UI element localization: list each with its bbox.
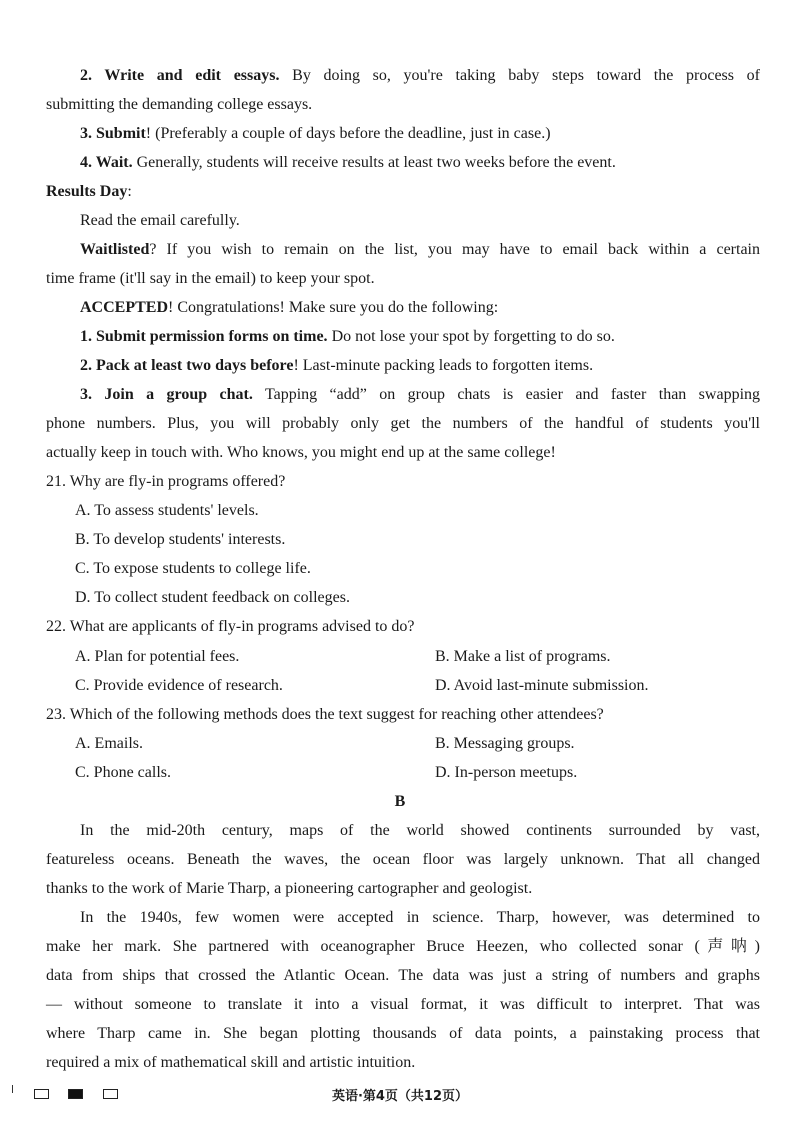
passage-b-line: In the mid-20th century, maps of the world showed continents surrounded by vast, — [80, 822, 760, 839]
tip-line: actually keep in touch with. Who knows, you might end up at the same college! — [46, 444, 556, 461]
question-23-option-d[interactable]: D. In-person meetups. — [435, 764, 578, 781]
accepted-line: ACCEPTED! Congratulations! Make sure you do the following: — [80, 299, 499, 316]
results-day-heading: Results Day: — [46, 183, 132, 200]
question-21-stem: 21. Why are fly-in programs offered? — [46, 473, 286, 490]
page-number-label: 英语·第4页（共12页） — [331, 1089, 469, 1104]
question-22-option-a[interactable]: A. Plan for potential fees. — [75, 648, 240, 665]
question-22-stem: 22. What are applicants of fly-in programs advised to do? — [46, 618, 415, 635]
question-22-option-c[interactable]: C. Provide evidence of research. — [75, 677, 283, 694]
page-footer — [0, 1083, 800, 1103]
question-21-option-c[interactable]: C. To expose students to college life. — [75, 560, 311, 577]
waitlisted-line: Waitlisted? If you wish to remain on the list, you may have to email back within a certain — [80, 241, 760, 258]
passage-b-line: thanks to the work of Marie Tharp, a pioneering cartographer and geologist. — [46, 880, 533, 897]
tip-line-submit: 3. Submit! (Preferably a couple of days before the deadline, just in case.) — [80, 125, 551, 142]
question-22-option-d[interactable]: D. Avoid last-minute submission. — [435, 677, 649, 694]
accepted-step-2: 2. Pack at least two days before! Last-minute packing leads to forgotten items. — [80, 357, 594, 374]
tip-line-wait: 4. Wait. Generally, students will receive results at least two weeks before the event. — [80, 154, 616, 171]
question-21-option-b[interactable]: B. To develop students' interests. — [75, 531, 286, 548]
tip-line: time frame (it'll say in the email) to keep your spot. — [46, 270, 375, 287]
accepted-step-3: 3. Join a group chat. Tapping “add” on group chats is easier and faster than swapping — [80, 386, 761, 403]
passage-b-line: In the 1940s, few women were accepted in science. Tharp, however, was determined to — [80, 909, 760, 926]
accepted-step-1: 1. Submit permission forms on time. Do not lose your spot by forgetting to do so. — [80, 328, 615, 345]
question-23-option-a[interactable]: A. Emails. — [75, 735, 143, 752]
passage-b-line: where Tharp came in. She began plotting thousands of data points, a painstaking process that — [46, 1025, 760, 1042]
tip-line: Read the email carefully. — [80, 212, 240, 229]
question-22-option-b[interactable]: B. Make a list of programs. — [435, 648, 611, 665]
tip-line: phone numbers. Plus, you will probably only get the numbers of the handful of students you'll — [46, 415, 760, 432]
question-23-stem: 23. Which of the following methods does the text suggest for reaching other attendees? — [46, 706, 604, 723]
question-23-option-b[interactable]: B. Messaging groups. — [435, 735, 575, 752]
tip-line-write-essays: 2. Write and edit essays. By doing so, you're taking baby steps toward the process of — [80, 67, 761, 84]
section-b-heading: B — [394, 793, 406, 810]
question-23-option-c[interactable]: C. Phone calls. — [75, 764, 171, 781]
passage-b-line: data from ships that crossed the Atlantic Ocean. The data was just a string of numbers and graphs — [46, 967, 760, 984]
tip-line: submitting the demanding college essays. — [46, 96, 313, 113]
passage-b-line: required a mix of mathematical skill and artistic intuition. — [46, 1054, 416, 1071]
passage-b-line: featureless oceans. Beneath the waves, the ocean floor was largely unknown. That all changed — [46, 851, 760, 868]
question-21-option-d[interactable]: D. To collect student feedback on colleges. — [75, 589, 350, 606]
passage-b-line: — without someone to translate it into a visual format, it was difficult to interpret. That was — [46, 996, 760, 1013]
passage-b-line: make her mark. She partnered with oceanographer Bruce Heezen, who collected sonar (声呐) — [46, 938, 760, 955]
question-21-option-a[interactable]: A. To assess students' levels. — [75, 502, 259, 519]
